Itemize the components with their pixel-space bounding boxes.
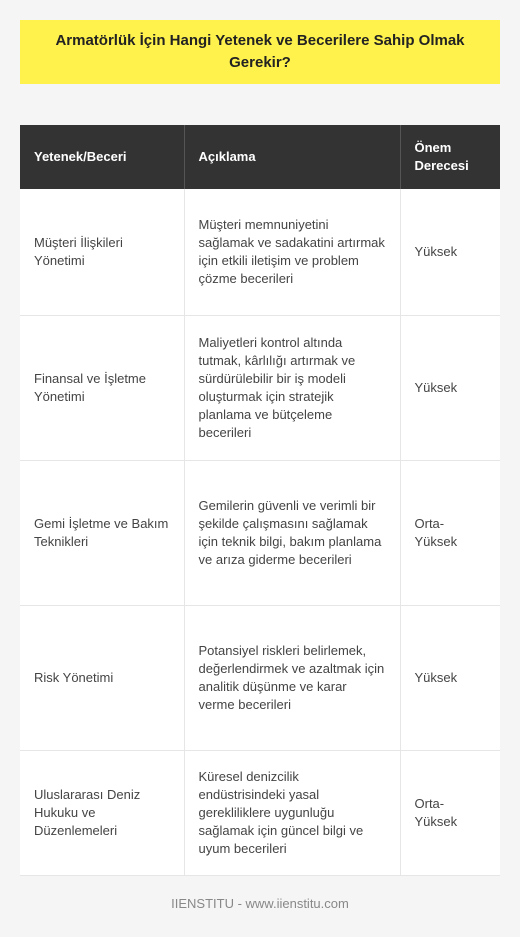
cell-skill: Uluslararası Deniz Hukuku ve Düzenlemeleri [20,750,184,875]
cell-description: Maliyetleri kontrol altında tutmak, kârlılığı artırmak ve sürdürülebilir bir iş modeli oluşturmak için stratejik planlama ve bütçeleme becerileri [184,315,400,460]
table-row [20,315,500,460]
cell-importance: Yüksek [400,315,500,460]
cell-importance: Yüksek [400,189,500,315]
table-row [20,750,500,875]
cell-description: Gemilerin güvenli ve verimli bir şekilde çalışmasını sağlamak için teknik bilgi, bakım planlama ve arıza giderme becerileri [184,460,400,605]
footer-credit: IIENSTITU - www.iienstitu.com [171,896,349,911]
cell-skill: Gemi İşletme ve Bakım Teknikleri [20,460,184,605]
header-description: Açıklama [184,125,400,189]
cell-skill: Müşteri İlişkileri Yönetimi [20,189,184,315]
cell-importance: Orta-Yüksek [400,460,500,605]
table-row [20,189,500,315]
cell-description: Müşteri memnuniyetini sağlamak ve sadakatini artırmak için etkili iletişim ve problem çözme becerileri [184,189,400,315]
cell-description: Küresel denizcilik endüstrisindeki yasal gerekliliklere uygunluğu sağlamak için güncel bilgi ve uyum becerileri [184,750,400,875]
page-title: Armatörlük İçin Hangi Yetenek ve Becerilere Sahip Olmak Gerekir? [55,32,465,71]
skills-table [20,125,500,876]
cell-skill: Finansal ve İşletme Yönetimi [20,315,184,460]
cell-importance: Yüksek [400,605,500,750]
title-banner [20,20,500,84]
table-row [20,460,500,605]
cell-description: Potansiyel riskleri belirlemek, değerlendirmek ve azaltmak için analitik düşünme ve karar verme becerileri [184,605,400,750]
header-importance: Önem Derecesi [400,125,500,189]
table-header-row [20,125,500,189]
table-row [20,605,500,750]
cell-skill: Risk Yönetimi [20,605,184,750]
cell-importance: Orta-Yüksek [400,750,500,875]
header-skill: Yetenek/Beceri [20,125,184,189]
